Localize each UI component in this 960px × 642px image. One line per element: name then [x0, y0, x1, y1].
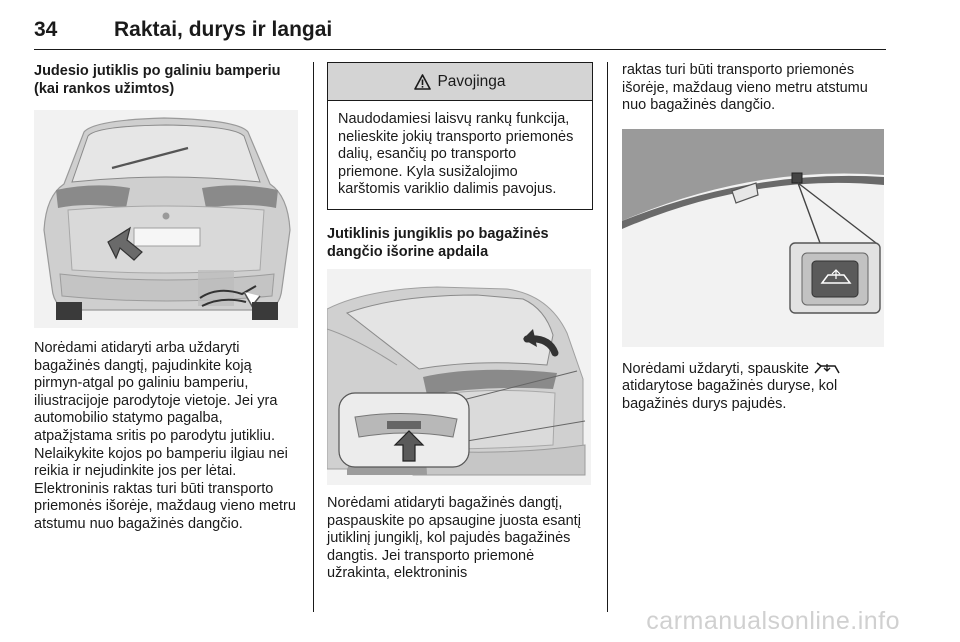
column-1 — [34, 62, 300, 534]
warning-text: Naudodamiesi laisvų rankų funkcija, nelieskite jokių transporto priemonės dalių, esančių po transporto priemone. Kyla susižalojimo karštomis variklio dalimis pavojus. — [338, 111, 574, 198]
tailgate-switch-illustration — [327, 269, 591, 485]
paragraph-text: Norėdami uždaryti, spauskite — [622, 360, 809, 377]
column-3 — [622, 62, 886, 414]
page-header — [34, 14, 886, 50]
section-heading: Judesio jutiklis po galiniu bamperiu (kai rankos užimtos) — [34, 63, 281, 97]
watermark: carmanualsonline.info — [646, 607, 900, 635]
warning-box — [327, 62, 593, 210]
warning-triangle-icon — [414, 74, 431, 90]
column-divider — [607, 62, 608, 612]
section-paragraph: Norėdami atidaryti bagažinės dangtį, paspauskite po apsaugine juosta esantį jutiklinį jungiklį, kol pajudės bagažinės dangtis. Jei transporto priemonė užrakinta, elektroninis — [327, 494, 581, 582]
tailgate-close-button-illustration — [622, 129, 884, 347]
paragraph-text: atidarytose bagažinės duryse, kol bagažinės durys pajudės. — [622, 378, 838, 412]
section-heading: Jutiklinis jungiklis po bagažinės dangčio išorine apdaila — [327, 225, 549, 260]
section-paragraph: raktas turi būti transporto priemonės išorėje, maždaug vieno metru atstumu nuo bagažinės dangčio. — [622, 62, 868, 114]
warning-title: Pavojinga — [437, 72, 506, 90]
rear-bumper-illustration — [34, 110, 298, 328]
section-paragraph — [622, 361, 886, 414]
tailgate-close-icon — [813, 362, 841, 376]
page-number: 34 — [34, 18, 58, 41]
column-divider — [313, 62, 314, 612]
column-2 — [327, 62, 593, 583]
warning-header — [328, 63, 592, 101]
section-paragraph: Norėdami atidaryti arba uždaryti bagažinės dangtį, pajudinkite koją pirmyn-atgal po galiniu bamperiu, iliustracijoje parodytoje vietoje. Jei yra automobilio statymo pagalba, atpažįstama sritis po parodytu jutikliu. Nelaikykite kojos po bamperiu ilgiau nei reikia ir nejudinkite jos per lėtai. Elektroninis raktas turi būti transporto priemonės išorėje, maždaug vieno metru atstumu nuo bagažinės dangčio. — [34, 340, 296, 532]
page-title: Raktai, durys ir langai — [114, 18, 333, 41]
